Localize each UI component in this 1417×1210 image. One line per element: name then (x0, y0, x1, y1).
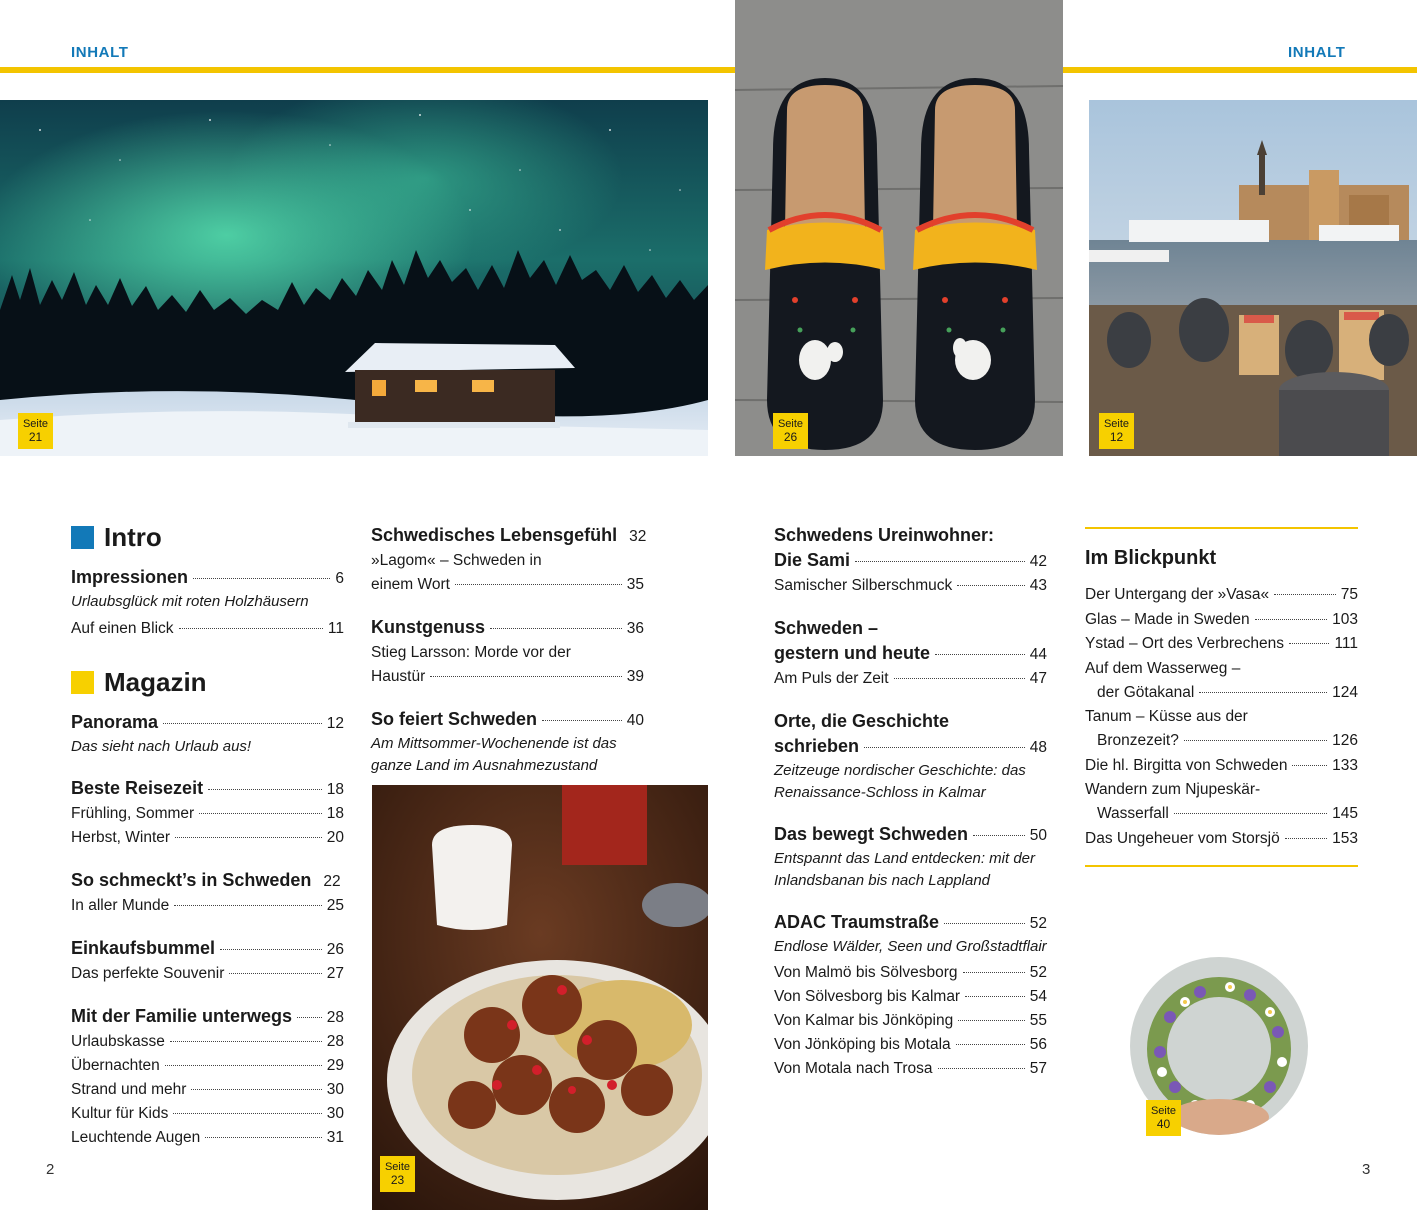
header-label-right: INHALT (1288, 44, 1346, 61)
toc-entry-panorama[interactable]: Panorama 12 Das sieht nach Urlaub aus! (71, 710, 344, 758)
header-label-left: INHALT (71, 44, 129, 61)
toc-subtitle: Zeitzeuge nordischer Geschichte: das Renaissance-Schloss in Kalmar (774, 762, 1026, 801)
toc-entry-feiert[interactable]: So feiert Schweden 40 Am Mittsommer-Wochenende ist das ganze Land im Ausnahmezustand (371, 707, 644, 777)
toc-subtitle: Am Mittsommer-Wochenende ist das ganze Land im Ausnahmezustand (371, 735, 617, 774)
toc-entry-bewegt[interactable]: Das bewegt Schweden 50 Entspannt das Land entdecken: mit der Inlandsbanan bis nach Lappland (774, 822, 1047, 892)
blickpunkt-item[interactable]: Wandern zum Njupeskär- Wasserfall 145 (1085, 781, 1358, 822)
toc-entry-lebensgefuehl[interactable]: Schwedisches Lebensgefühl 32 »Lagom« – Schweden in einem Wort 35 (371, 525, 647, 593)
toc-entry-auf-einen-blick[interactable]: Auf einen Blick 11 (71, 620, 344, 637)
header-rule-left (0, 67, 735, 73)
magazin-square-icon (71, 671, 94, 694)
toc-entry-familie[interactable]: Mit der Familie unterwegs 28 Urlaubskasse 28 Übernachten 29 Strand und mehr 30 Kultur für Kids 30 Leuchtende Augen 31 (71, 1006, 344, 1146)
toc-entry-orte[interactable]: Orte, die Geschichte schrieben 48 Zeitzeuge nordischer Geschichte: das Renaissance-Schloss in Kalmar (774, 709, 1047, 804)
toc-entry-kunstgenuss[interactable]: Kunstgenuss 36 Stieg Larsson: Morde vor der Haustür 39 (371, 617, 644, 685)
toc-entry-reisezeit[interactable]: Beste Reisezeit 18 Frühling, Sommer 18 Herbst, Winter 20 (71, 778, 344, 846)
blickpunkt-box (1085, 527, 1358, 867)
header-rule-right (1063, 67, 1417, 73)
toc-subtitle: »Lagom« – Schweden in (371, 552, 542, 569)
intro-title: Intro (104, 522, 162, 552)
toc-entry-schmeckt[interactable]: So schmeckt’s in Schweden 22 In aller Munde 25 (71, 870, 344, 914)
blickpunkt-item[interactable]: Die hl. Birgitta von Schweden 133 (1085, 756, 1358, 774)
blickpunkt-item[interactable]: Der Untergang der »Vasa« 75 (1085, 586, 1358, 603)
toc-column-2 (371, 523, 647, 795)
meatballs-photo (372, 785, 708, 1210)
page-badge-clogs: Seite 26 (773, 413, 808, 449)
page-badge-wreath: Seite 40 (1146, 1100, 1181, 1136)
toc-subtitle: Urlaubsglück mit roten Holzhäusern (71, 593, 309, 610)
stockholm-harbour-photo (1089, 100, 1417, 456)
intro-square-icon (71, 526, 94, 549)
page-badge-stockholm: Seite 12 (1099, 413, 1134, 449)
blickpunkt-item[interactable]: Auf dem Wasserweg – der Götakanal 124 (1085, 659, 1358, 701)
blickpunkt-item[interactable]: Ystad – Ort des Verbrechens 111 (1085, 635, 1358, 652)
page-number-right: 3 (1362, 1161, 1371, 1178)
toc-subtitle: Stieg Larsson: Morde vor der (371, 644, 571, 661)
section-heading-intro (71, 522, 344, 553)
toc-entry-sami[interactable]: Schwedens Ureinwohner: Die Sami 42 Samischer Silberschmuck 43 (774, 525, 1047, 594)
toc-entry-traumstrasse[interactable]: ADAC Traumstraße 52 Endlose Wälder, Seen und Großstadtflair Von Malmö bis Sölvesborg 52 Von Sölvesborg bis Kalmar 54 Von Kalmar bis Jönköping 55 Von Jönköping bis Motala 56 Von Motala nach Trosa 57 (774, 912, 1047, 1077)
toc-entry-gestern[interactable]: Schweden – gestern und heute 44 Am Puls der Zeit 47 (774, 618, 1047, 687)
blickpunkt-bottom-rule (1085, 865, 1358, 867)
toc-entry-impressionen[interactable]: Impressionen 6 Urlaubsglück mit roten Holzhäusern (71, 565, 344, 613)
blickpunkt-item[interactable]: Glas – Made in Sweden 103 (1085, 610, 1358, 628)
toc-subtitle: Endlose Wälder, Seen und Großstadtflair (774, 938, 1047, 955)
aurora-cabin-photo (0, 100, 708, 456)
magazin-title: Magazin (104, 667, 207, 697)
painted-clogs-photo (735, 0, 1063, 456)
blickpunkt-title: Im Blickpunkt (1085, 547, 1217, 569)
toc-column-3 (774, 523, 1047, 1099)
blickpunkt-item[interactable]: Tanum – Küsse aus der Bronzezeit? 126 (1085, 708, 1358, 749)
section-heading-magazin (71, 667, 344, 698)
blickpunkt-top-rule (1085, 527, 1358, 529)
page-badge-food: Seite 23 (380, 1156, 415, 1192)
toc-subtitle: Entspannt das Land entdecken: mit der Inlandsbanan bis nach Lappland (774, 850, 1036, 889)
toc-subtitle: Das sieht nach Urlaub aus! (71, 738, 252, 755)
toc-entry-einkaufsbummel[interactable]: Einkaufsbummel 26 Das perfekte Souvenir 27 (71, 938, 344, 982)
blickpunkt-item[interactable]: Das Ungeheuer vom Storsjö 153 (1085, 829, 1358, 847)
toc-column-1 (71, 522, 344, 1168)
page-number-left: 2 (46, 1161, 55, 1178)
page-badge-aurora: Seite 21 (18, 413, 53, 449)
